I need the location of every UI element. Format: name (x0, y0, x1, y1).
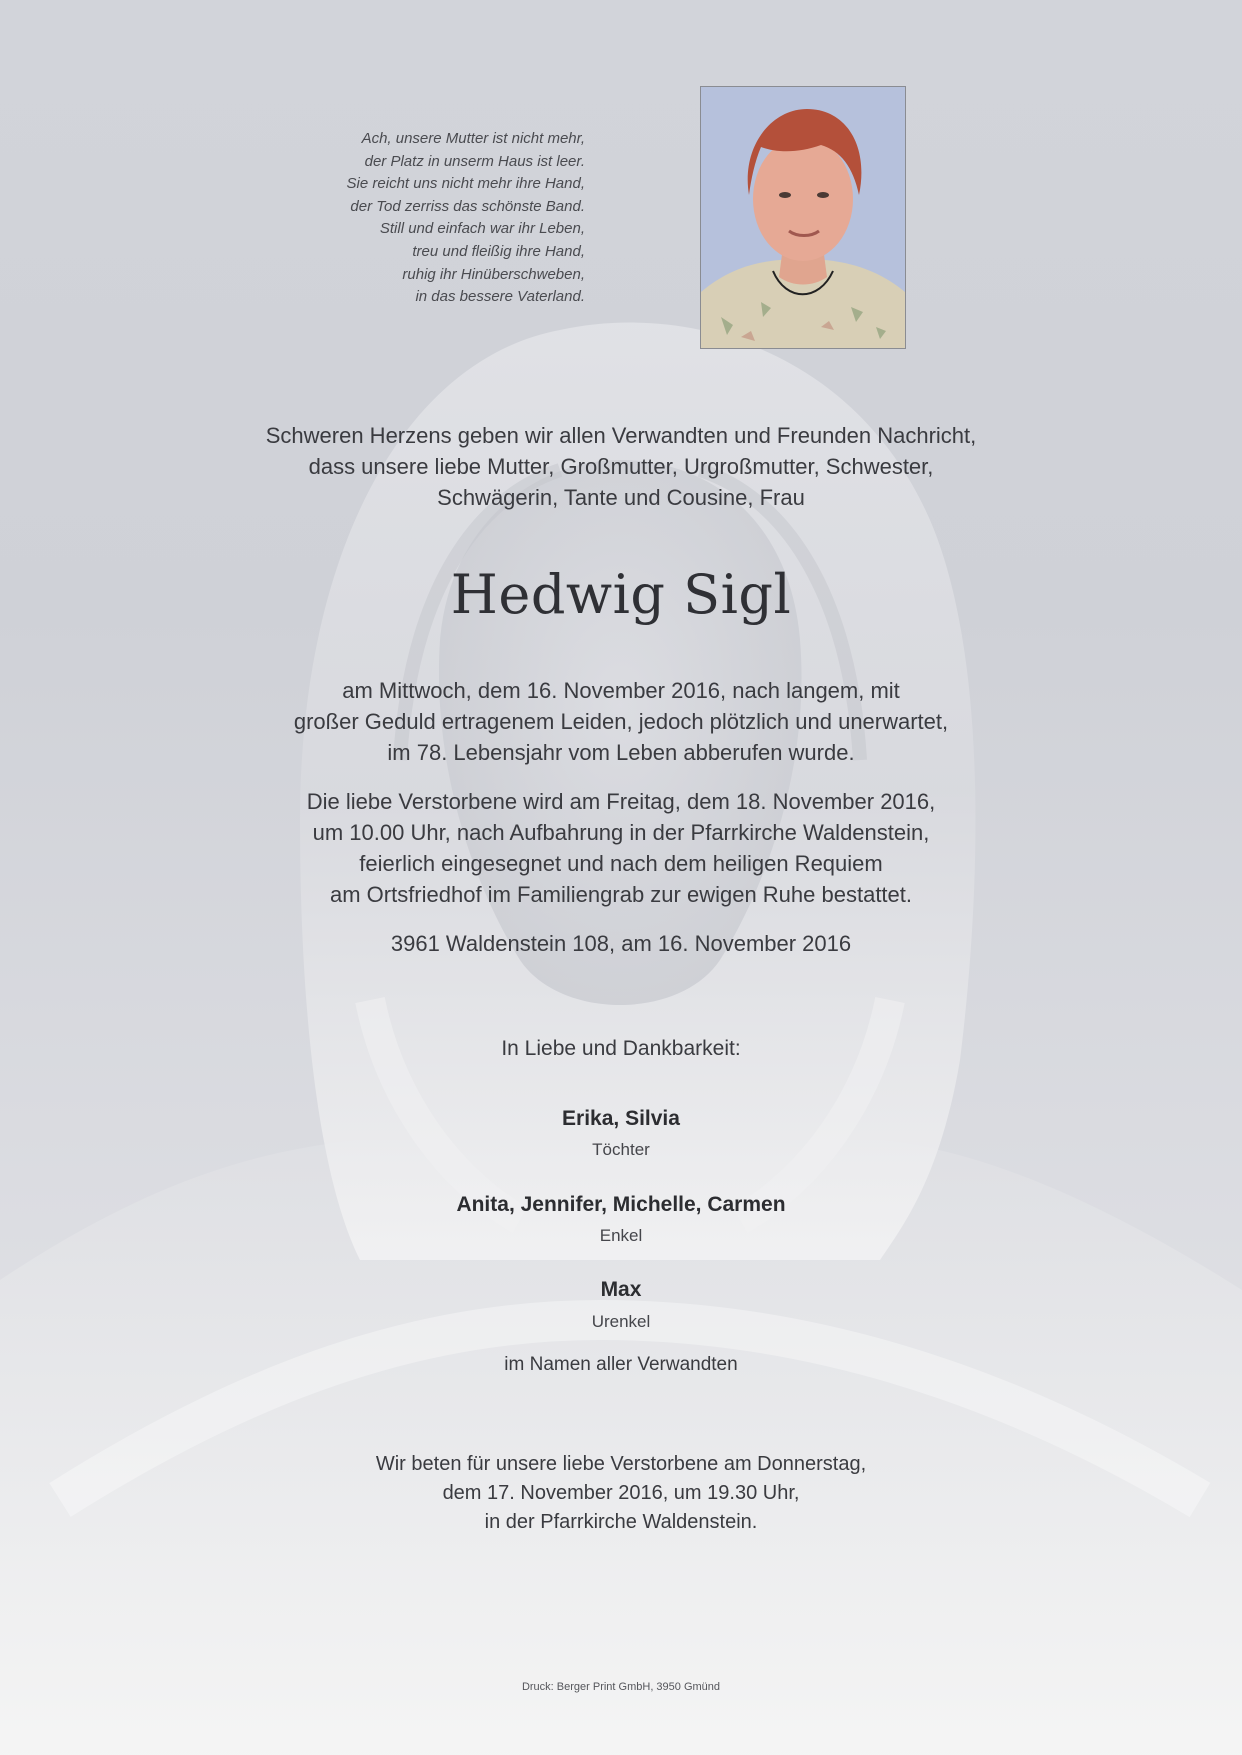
poem-line: in das bessere Vaterland. (415, 288, 585, 306)
survivor-relation: Enkel (599, 1226, 643, 1245)
love-and-gratitude-line: In Liebe und Dankbarkeit: (501, 1037, 741, 1060)
poem-line: Sie reicht uns nicht mehr ihre Hand, (346, 175, 585, 193)
funeral-notice-line: am Ortsfriedhof im Familiengrab zur ewigen Ruhe bestattet. (329, 882, 913, 907)
deceased-name: Hedwig Sigl (450, 563, 792, 626)
death-notice (0, 675, 1242, 768)
poem-line: Still und einfach war ihr Leben, (379, 220, 585, 238)
funeral-notice-line: feierlich eingesegnet und nach dem heiligen Requiem (359, 851, 883, 876)
intro-line: Schwägerin, Tante und Cousine, Frau (437, 485, 805, 510)
announcement-intro (0, 420, 1242, 513)
printer-credit: Druck: Berger Print GmbH, 3950 Gmünd (521, 1681, 721, 1693)
poem-line: der Platz in unserm Haus ist leer. (364, 152, 585, 170)
death-notice-line: am Mittwoch, dem 16. November 2016, nach langem, mit (342, 678, 900, 703)
place-and-date: 3961 Waldenstein 108, am 16. November 2016 (390, 931, 852, 956)
survivor-names: Anita, Jennifer, Michelle, Carmen (456, 1193, 786, 1216)
survivor-names: Erika, Silvia (562, 1107, 680, 1130)
poem-line: der Tod zerriss das schönste Band. (350, 197, 585, 215)
poem-line: Ach, unsere Mutter ist nicht mehr, (361, 130, 585, 147)
poem-line: ruhig ihr Hinüberschweben, (402, 265, 585, 283)
funeral-notice (0, 786, 1242, 910)
funeral-notice-line: Die liebe Verstorbene wird am Freitag, dem 18. November 2016, (306, 789, 936, 814)
prayer-line: dem 17. November 2016, um 19.30 Uhr, (442, 1482, 800, 1504)
survivor-relation: Urenkel (591, 1312, 651, 1331)
intro-line: Schweren Herzens geben wir allen Verwandten und Freunden Nachricht, (265, 423, 977, 448)
portrait-illustration (701, 87, 905, 348)
relatives-line: im Namen aller Verwandten (504, 1354, 738, 1375)
memorial-poem (250, 128, 585, 309)
prayer-line: in der Pfarrkirche Waldenstein. (484, 1511, 758, 1533)
death-notice-line: im 78. Lebensjahr vom Leben abberufen wurde. (387, 740, 855, 765)
poem-line: treu und fleißig ihre Hand, (412, 242, 585, 260)
survivor-names: Max (600, 1278, 642, 1301)
prayer-line: Wir beten für unsere liebe Verstorbene am Donnerstag, (375, 1453, 867, 1475)
survivor-relation: Töchter (592, 1140, 650, 1159)
prayer-notice (0, 1450, 1242, 1537)
portrait-photo (700, 86, 906, 349)
intro-line: dass unsere liebe Mutter, Großmutter, Urgroßmutter, Schwester, (308, 454, 934, 479)
death-notice-line: großer Geduld ertragenem Leiden, jedoch plötzlich und unerwartet, (293, 709, 949, 734)
funeral-notice-line: um 10.00 Uhr, nach Aufbahrung in der Pfarrkirche Waldenstein, (312, 820, 930, 845)
